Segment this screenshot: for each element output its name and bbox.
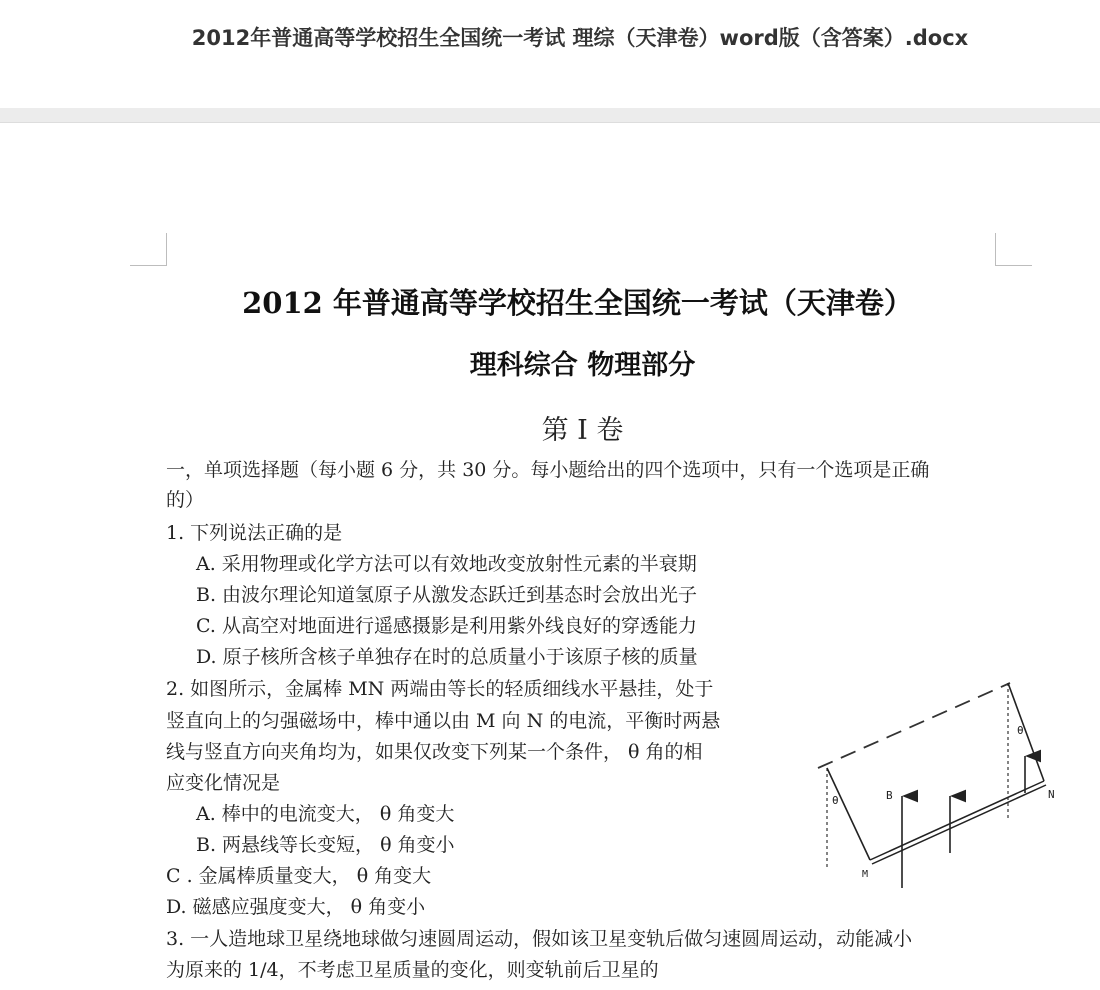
document-page[interactable]	[0, 123, 1100, 990]
question-3-line-2: 为原来的 1/4，不考虑卫星质量的变化，则变轨前后卫星的	[166, 959, 659, 981]
question-2-line-2: 竖直向上的匀强磁场中，棒中通以由 M 向 N 的电流，平衡时两悬	[166, 710, 721, 732]
margin-corner-mark-left	[130, 233, 167, 266]
title-bar	[0, 0, 1100, 108]
magnetic-field-rod-diagram	[812, 678, 1072, 898]
exam-subheading: 理科综合 物理部分	[469, 350, 696, 381]
thread-right	[1008, 683, 1044, 781]
end-label-n: N	[1048, 788, 1055, 801]
question-2-option-c: C . 金属棒质量变大， θ 角变大	[166, 865, 432, 887]
question-1-option-b: B. 由波尔理论知道氢原子从激发态跃迁到基态时会放出光子	[196, 584, 698, 606]
margin-corner-mark-right	[995, 233, 1032, 266]
question-1-option-a: A. 采用物理或化学方法可以有效地改变放射性元素的半衰期	[196, 553, 697, 575]
question-2-line-3: 线与竖直方向夹角均为，如果仅改变下列某一个条件， θ 角的相	[166, 741, 703, 763]
thread-left	[827, 768, 870, 860]
question-2-line-1: 2. 如图所示，金属棒 MN 两端由等长的轻质细线水平悬挂，处于	[166, 678, 714, 700]
question-1-option-d: D. 原子核所含核子单独存在时的总质量小于该原子核的质量	[196, 646, 698, 668]
field-label-b: B	[886, 789, 893, 802]
question-2-option-d: D. 磁感应强度变大， θ 角变小	[166, 896, 426, 918]
question-2-line-4: 应变化情况是	[166, 772, 281, 794]
end-label-m: M	[862, 869, 869, 880]
question-3-line-1: 3. 一人造地球卫星绕地球做匀速圆周运动，假如该卫星变轨后做匀速圆周运动，动能减小	[166, 928, 913, 950]
section-instruction-line-1: 一，单项选择题（每小题 6 分，共 30 分。每小题给出的四个选项中，只有一个选项是正确	[166, 459, 930, 481]
document-title: 2012年普通高等学校招生全国统一考试 理综（天津卷）word版（含答案）.docx	[191, 26, 969, 50]
question-1-stem: 1. 下列说法正确的是	[166, 522, 343, 544]
question-2-option-b: B. 两悬线等长变短， θ 角变小	[196, 834, 455, 856]
metal-rod-edge-2	[872, 785, 1046, 864]
metal-rod-edge-1	[870, 781, 1044, 860]
theta-label-left: θ	[832, 794, 839, 807]
question-2-option-a: A. 棒中的电流变大， θ 角变大	[196, 803, 455, 825]
exam-heading: 2012 年普通高等学校招生全国统一考试（天津卷）	[242, 286, 913, 320]
theta-label-right: θ	[1017, 724, 1024, 737]
page-gap	[0, 108, 1100, 123]
dashed-support-line	[818, 683, 1010, 768]
volume-heading: 第 I 卷	[541, 415, 624, 446]
section-instruction-line-2: 的）	[166, 489, 205, 511]
question-1-option-c: C. 从高空对地面进行遥感摄影是利用紫外线良好的穿透能力	[196, 615, 697, 637]
